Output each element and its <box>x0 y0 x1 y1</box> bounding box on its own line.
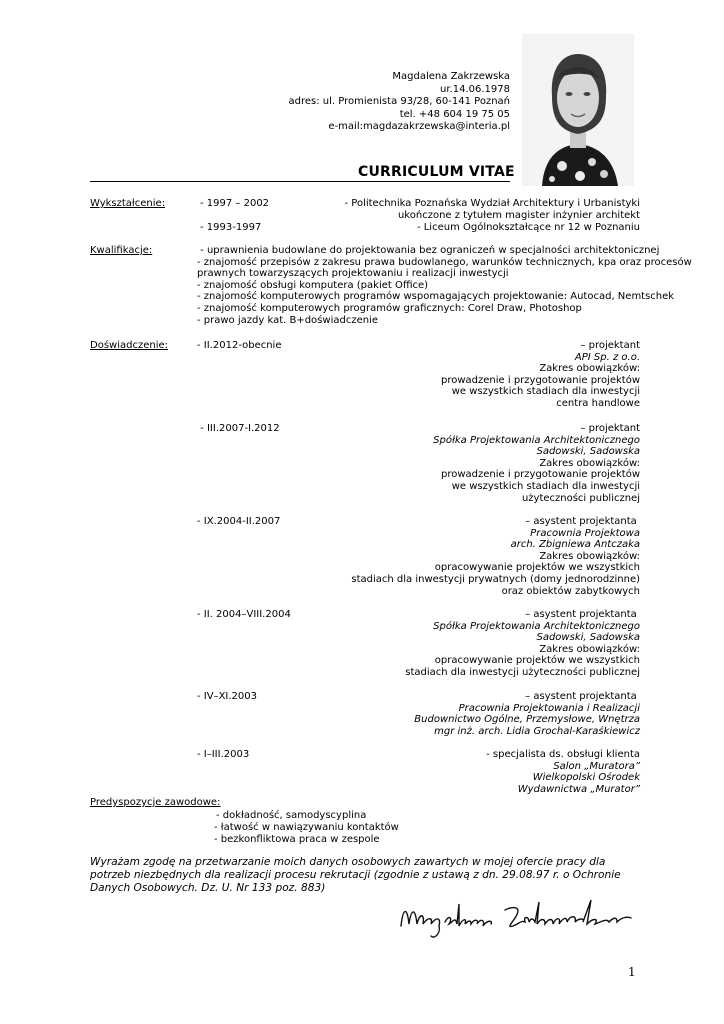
company: Salon „Muratora” <box>553 760 640 772</box>
education-entry-1 <box>280 198 640 222</box>
position: - specjalista ds. obsługi klienta <box>486 749 640 760</box>
company: Pracownia Projektowania i Realizacji <box>458 702 640 714</box>
page-title: CURRICULUM VITAE <box>358 164 515 180</box>
position: – asystent projektanta <box>525 516 640 527</box>
list-item: prawnych towarzyszących projektowaniu i realizacji inwestycji <box>197 268 509 280</box>
list-item: - znajomość komputerowych programów graficznych: Corel Draw, Photoshop <box>197 302 582 314</box>
duties-line: prowadzenie i przygotowanie projektów <box>441 469 640 481</box>
experience-entry <box>360 423 640 504</box>
list-item: - dokładność, samodyscyplina <box>216 810 367 821</box>
company: Budownictwo Ogólne, Przemysłowe, Wnętrza <box>414 714 640 726</box>
company: Sadowski, Sadowska <box>536 632 640 644</box>
duties-line: centra handlowe <box>556 397 640 409</box>
company: Spółka Projektowania Architektonicznego <box>433 434 640 446</box>
contact-block <box>210 71 510 134</box>
qualifications-list <box>197 245 692 326</box>
duties-line: Zakres obowiązków: <box>539 643 640 655</box>
predispositions-label: Predyspozycje zawodowe: <box>90 797 221 808</box>
experience-date: - III.2007-I.2012 <box>197 423 280 434</box>
position: – projektant <box>580 423 640 434</box>
company: API Sp. z o.o. <box>574 351 640 363</box>
experience-entry <box>320 749 640 795</box>
company: Pracownia Projektowa <box>530 527 640 539</box>
handwritten-signature <box>395 888 645 948</box>
duties-line: Zakres obowiązków: <box>539 363 640 375</box>
applicant-name: Magdalena Zakrzewska <box>392 71 510 82</box>
duties-line: opracowywanie projektów we wszystkich <box>434 562 640 574</box>
education-entry-2 <box>280 222 640 234</box>
experience-label: Doświadczenie: <box>90 340 168 351</box>
company: mgr inż. arch. Lidia Grochal-Karaśkiewicz <box>434 725 640 737</box>
qualifications-label: Kwalifikacje: <box>90 245 153 256</box>
email: e-mail:magdazakrzewska@interia.pl <box>328 121 510 132</box>
list-item: - znajomość komputerowych programów wspomagających projektowanie: Autocad, Nemtschek <box>197 291 675 303</box>
duties-line: stadiach dla inwestycji prywatnych (domy jednorodzinne) <box>351 573 640 585</box>
position: – asystent projektanta <box>525 691 640 702</box>
experience-date: - IV–XI.2003 <box>197 691 258 702</box>
experience-date: - IX.2004-II.2007 <box>197 516 281 527</box>
company: Spółka Projektowania Architektonicznego <box>433 620 640 632</box>
list-item: - bezkonfliktowa praca w zespole <box>214 833 380 845</box>
education-date-1: - 1997 – 2002 <box>200 198 270 209</box>
experience-date: - II. 2004–VIII.2004 <box>197 609 291 620</box>
duties-line: we wszystkich stadiach dla inwestycji <box>451 386 640 398</box>
experience-entry <box>320 691 640 737</box>
company: Wydawnictwa „Murator” <box>517 783 640 795</box>
birth-date: ur.14.06.1978 <box>440 83 510 95</box>
duties-line: Zakres obowiązków: <box>539 550 640 562</box>
company: Sadowski, Sadowska <box>536 446 640 458</box>
experience-entry <box>360 340 640 410</box>
address: adres: ul. Promienista 93/28, 60-141 Poznań <box>288 96 510 107</box>
page-number: 1 <box>628 965 636 979</box>
experience-entry <box>320 516 640 597</box>
duties-line: stadiach dla inwestycji użyteczności publicznej <box>405 666 640 678</box>
phone: tel. +48 604 19 75 05 <box>399 108 510 120</box>
portrait-photo <box>522 34 634 186</box>
duties-line: użyteczności publicznej <box>521 492 640 504</box>
title-underline <box>90 181 510 182</box>
education-label: Wykształcenie: <box>90 198 166 209</box>
duties-line: we wszystkich stadiach dla inwestycji <box>451 480 640 492</box>
experience-date: - II.2012-obecnie <box>197 340 282 351</box>
duties-line: Zakres obowiązków: <box>539 457 640 469</box>
company: arch. Zbigniewa Antczaka <box>510 539 640 551</box>
list-item: - uprawnienia budowlane do projektowania bez ograniczeń w specjalności architektonicznej <box>197 245 660 256</box>
duties-line: prowadzenie i przygotowanie projektów <box>441 374 640 386</box>
list-item: - znajomość obsługi komputera (pakiet Office) <box>197 279 429 291</box>
company: Wielkopolski Ośrodek <box>532 772 640 784</box>
predispositions-list <box>214 810 399 845</box>
position: – asystent projektanta <box>525 609 640 620</box>
list-item: - znajomość przepisów z zakresu prawa budowlanego, warunków technicznych, kpa oraz procesów <box>197 256 692 268</box>
duties-line: opracowywanie projektów we wszystkich <box>434 655 640 667</box>
education-line: - Politechnika Poznańska Wydział Architektury i Urbanistyki <box>344 198 640 209</box>
list-item: - łatwość w nawiązywaniu kontaktów <box>214 821 399 833</box>
experience-date: - I–III.2003 <box>197 749 250 760</box>
duties-line: oraz obiektów zabytkowych <box>501 585 640 597</box>
education-line: - Liceum Ogólnokształcące nr 12 w Poznaniu <box>416 222 640 233</box>
position: – projektant <box>580 340 640 351</box>
list-item: - prawo jazdy kat. B+doświadczenie <box>197 314 378 326</box>
experience-entry <box>320 609 640 679</box>
data-consent-clause: Wyrażam zgodę na przetwarzanie moich danych osobowych zawartych w mojej ofercie pracy dla potrzeb niezbędnych dla realizacji procesu rekrutacji (zgodnie z ustawą z dn. 29.08.97 r. o Ochronie Danych Osobowych. Dz. U. Nr 133 poz. 883) <box>90 856 621 894</box>
education-line: ukończone z tytułem magister inżynier architekt <box>397 210 640 221</box>
education-date-2: - 1993-1997 <box>200 222 262 233</box>
